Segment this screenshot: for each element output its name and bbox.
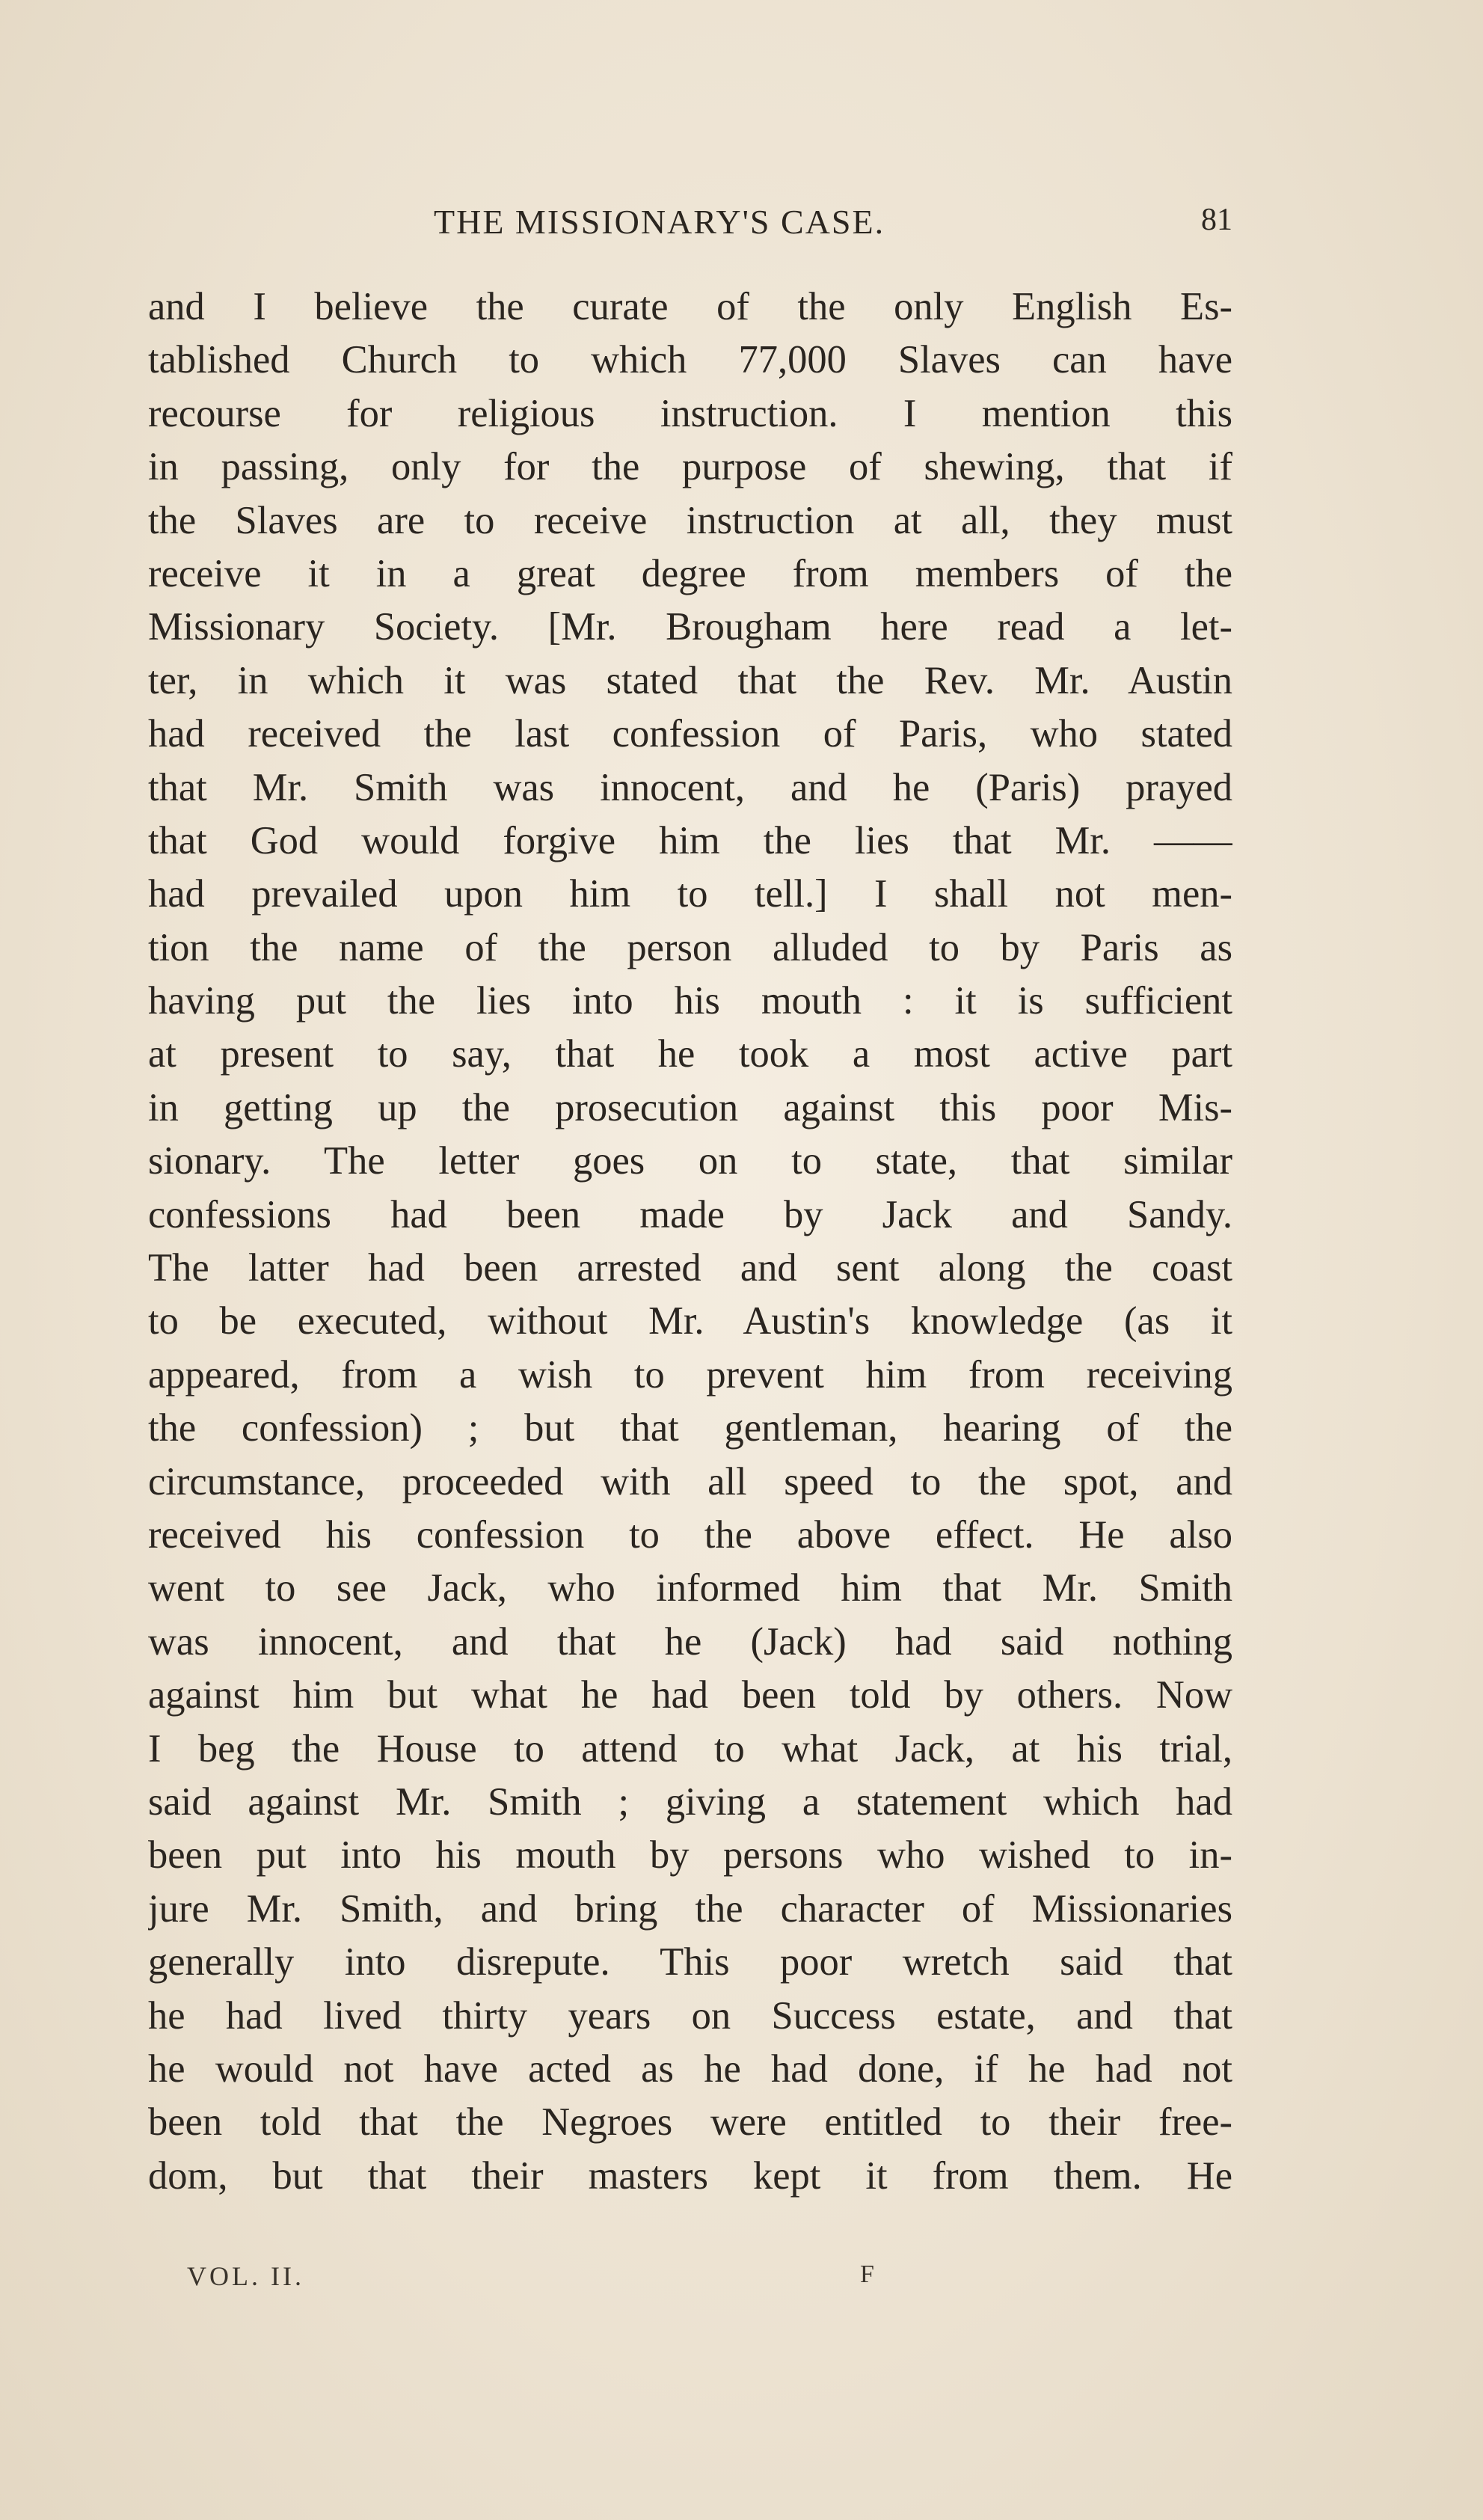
- text-line: was innocent, and that he (Jack) had said nothing: [148, 1619, 1232, 1664]
- text-line: circumstance, proceeded with all speed to the spot, and: [148, 1459, 1232, 1503]
- text-line: the Slaves are to receive instruction at all, they must: [148, 498, 1232, 542]
- text-line: having put the lies into his mouth : it is sufficient: [148, 979, 1232, 1023]
- text-line: in getting up the prosecution against this poor Mis-: [148, 1085, 1232, 1129]
- running-title: THE MISSIONARY'S CASE.: [434, 203, 885, 241]
- text-line: receive it in a great degree from members of the: [148, 551, 1232, 595]
- signature-mark: F: [860, 2260, 874, 2288]
- text-line: ter, in which it was stated that the Rev. Mr. Austin: [148, 658, 1232, 702]
- text-line: The latter had been arrested and sent along the coast: [148, 1246, 1232, 1290]
- page-number: 81: [1201, 203, 1232, 237]
- text-line: jure Mr. Smith, and bring the character of Missionaries: [148, 1886, 1232, 1931]
- running-header: [148, 202, 1232, 254]
- text-line: tablished Church to which 77,000 Slaves can have: [148, 338, 1232, 382]
- text-line: recourse for religious instruction. I mention this: [148, 391, 1232, 435]
- text-line: sionary. The letter goes on to state, that similar: [148, 1139, 1232, 1183]
- text-line: had received the last confession of Paris, who stated: [148, 712, 1232, 756]
- text-line: confessions had been made by Jack and Sandy.: [148, 1192, 1232, 1236]
- text-line: against him but what he had been told by others. Now: [148, 1673, 1232, 1717]
- text-line: went to see Jack, who informed him that Mr. Smith: [148, 1566, 1232, 1610]
- text-line: at present to say, that he took a most active part: [148, 1032, 1232, 1076]
- text-line: dom, but that their masters kept it from them. He: [148, 2153, 1232, 2198]
- text-line: been told that the Negroes were entitled to their free-: [148, 2100, 1232, 2145]
- text-line: he would not have acted as he had done, if he had not: [148, 2047, 1232, 2091]
- text-line: and I believe the curate of the only English Es-: [148, 285, 1232, 328]
- text-line: that Mr. Smith was innocent, and he (Paris) prayed: [148, 765, 1232, 809]
- text-line: been put into his mouth by persons who wished to in-: [148, 1833, 1232, 1877]
- text-line: that God would forgive him the lies that Mr. ——: [148, 818, 1232, 862]
- text-line: Missionary Society. [Mr. Brougham here read a let-: [148, 605, 1232, 649]
- text-line: had prevailed upon him to tell.] I shall not men-: [148, 872, 1232, 916]
- volume-mark: VOL. II.: [187, 2261, 304, 2291]
- text-line: to be executed, without Mr. Austin's knowledge (as it: [148, 1299, 1232, 1343]
- text-line: received his confession to the above effect. He also: [148, 1512, 1232, 1557]
- text-line: I beg the House to attend to what Jack, at his trial,: [148, 1726, 1232, 1771]
- text-line: tion the name of the person alluded to by Paris as: [148, 925, 1232, 969]
- text-line: appeared, from a wish to prevent him from receiving: [148, 1352, 1232, 1397]
- page-footer: [187, 2260, 935, 2298]
- text-line: the confession) ; but that gentleman, hearing of the: [148, 1406, 1232, 1450]
- text-line: generally into disrepute. This poor wretch said that: [148, 1940, 1232, 1984]
- body-text: [148, 280, 1232, 2203]
- text-line: he had lived thirty years on Success estate, and that: [148, 1993, 1232, 2038]
- text-line: in passing, only for the purpose of shewing, that if: [148, 445, 1232, 489]
- text-line: said against Mr. Smith ; giving a statement which had: [148, 1779, 1232, 1824]
